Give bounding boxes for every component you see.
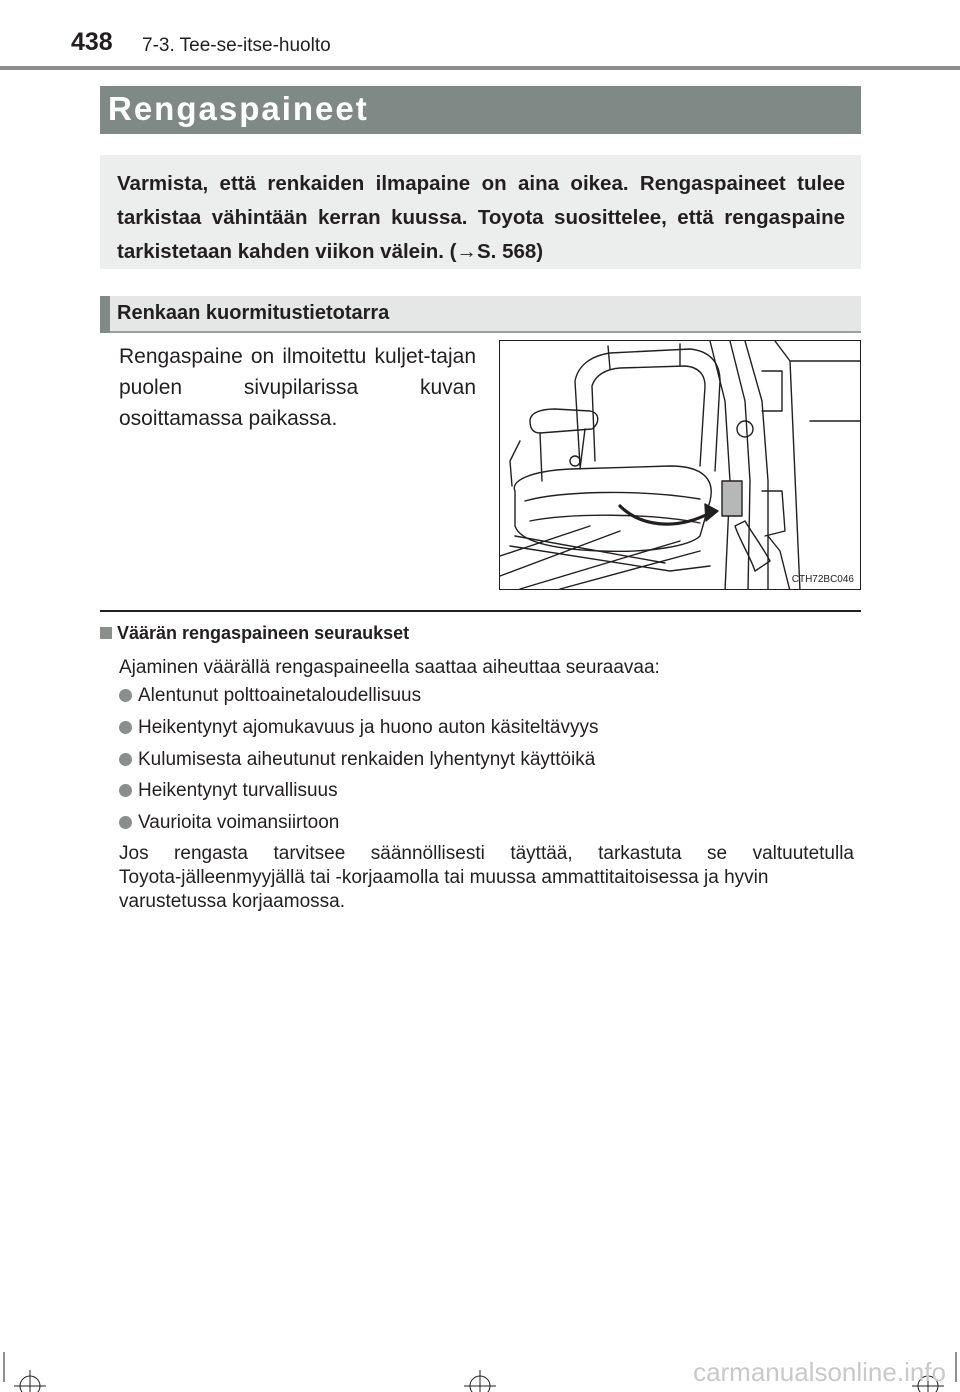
- figure-code: CTH72BC046: [791, 574, 854, 585]
- subheading-accent: [100, 296, 110, 333]
- subheading-label: Renkaan kuormitustietotarra: [117, 302, 390, 324]
- car-seat-drawing: [500, 341, 861, 590]
- section-rule: [100, 610, 861, 612]
- closing-paragraph: [119, 842, 854, 914]
- page-number: 438: [71, 28, 113, 56]
- subheading-bar: [100, 296, 861, 333]
- location-text: Rengaspaine on ilmoitettu kuljet-tajan puolen sivupilarissa kuvan osoittamassa paikassa.: [119, 345, 476, 430]
- bullet-dot-icon: [119, 721, 132, 734]
- list-item: [119, 685, 421, 707]
- list-item: [119, 812, 339, 834]
- list-item-text: Kulumisesta aiheutunut renkaiden lyhentynyt käyttöikä: [138, 749, 596, 770]
- chapter-title: 7-3. Tee-se-itse-huolto: [142, 35, 331, 56]
- list-item-text: Heikentynyt ajomukavuus ja huono auton käsiteltävyys: [138, 717, 599, 738]
- bullet-dot-icon: [119, 753, 132, 766]
- list-item-text: Vaurioita voimansiirtoon: [138, 812, 340, 833]
- list-item-text: Alentunut polttoainetaloudellisuus: [138, 685, 422, 706]
- intro-text: Varmista, että renkaiden ilmapaine on aina oikea. Rengaspaineet tulee tarkistaa vähintään kerran kuussa. Toyota suosittelee, että rengaspaine tarkistetaan kahden viikon välein. (→S. 568): [117, 172, 845, 263]
- lead-text: Ajaminen väärällä rengaspaineella saattaa aiheuttaa seuraavaa:: [119, 657, 660, 678]
- square-bullet-icon: [100, 627, 112, 639]
- page-title: Rengaspaineet: [108, 90, 369, 127]
- list-item: [119, 780, 338, 802]
- list-item: [119, 717, 598, 739]
- watermark: carmanualsonline.info: [693, 1357, 946, 1387]
- bullet-dot-icon: [119, 784, 132, 797]
- bullet-dot-icon: [119, 816, 132, 829]
- list-item-text: Heikentynyt turvallisuus: [138, 780, 338, 801]
- bullet-dot-icon: [119, 689, 132, 702]
- topic-heading-text: Väärän rengaspaineen seuraukset: [117, 623, 410, 643]
- topic-heading: [100, 623, 409, 644]
- closing-line: Toyota-jälleenmyyjällä tai -korjaamolla tai muussa ammattitaitoisessa ja hyvin: [119, 867, 769, 888]
- list-item: [119, 749, 595, 771]
- header-rule: [0, 66, 960, 70]
- closing-line: Jos rengasta tarvitsee säännöllisesti täyttää, tarkastuta se valtuutetulla: [119, 843, 854, 864]
- intro-box: [100, 155, 861, 269]
- seat-pillar-illustration: [499, 340, 861, 590]
- title-bar: [100, 86, 861, 134]
- closing-line: varustetussa korjaamossa.: [119, 891, 345, 912]
